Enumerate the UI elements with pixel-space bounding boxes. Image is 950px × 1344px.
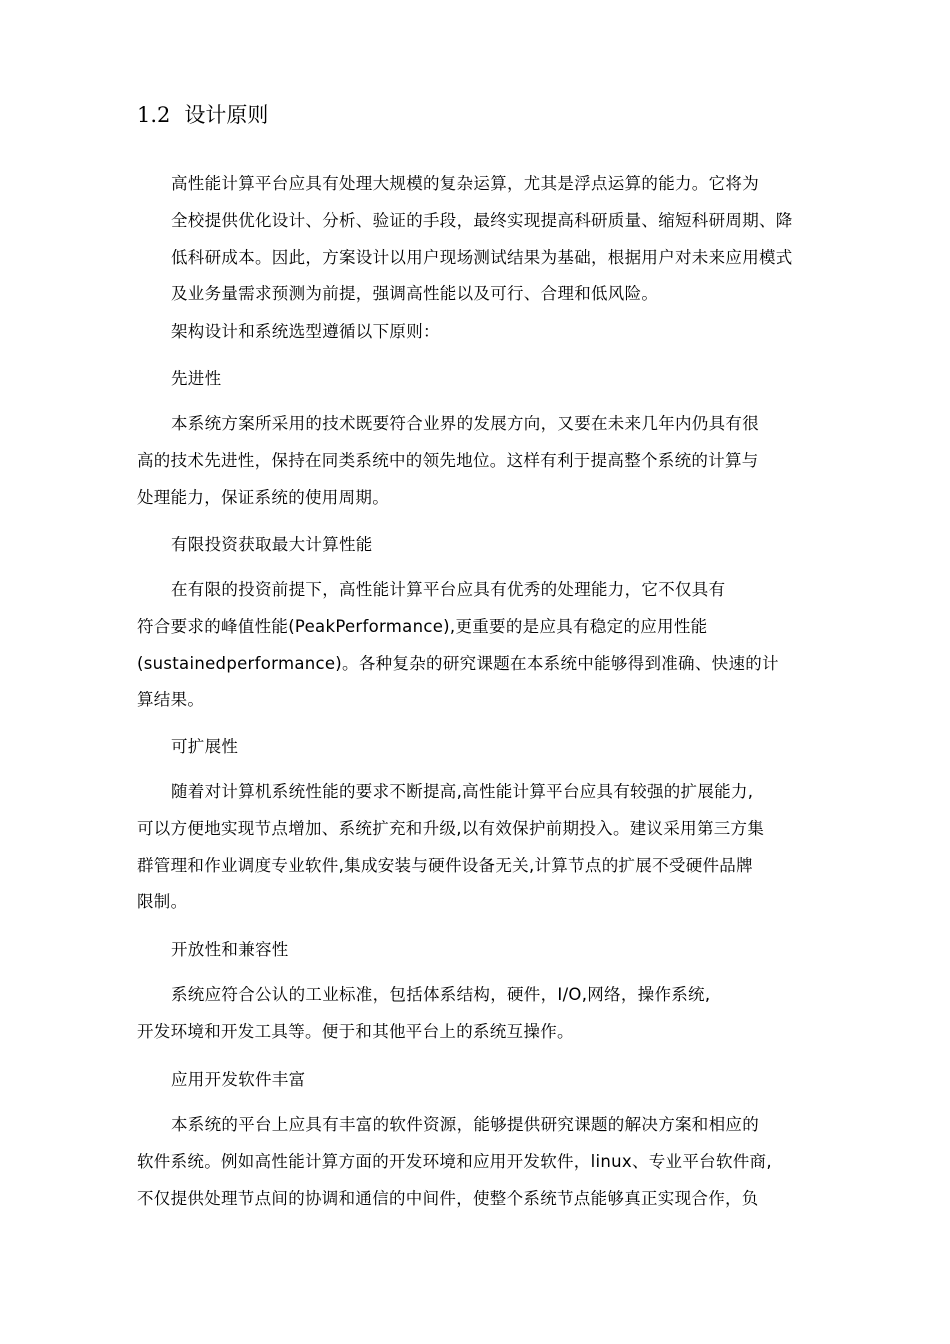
principle-line: 可以方便地实现节点增加、系统扩充和升级,以有效保护前期投入。建议采用第三方集 [137, 818, 765, 838]
principle-line: 符合要求的峰值性能(PeakPerformance),更重要的是应具有稳定的应用性能 [137, 616, 708, 636]
principle-title: 先进性 [171, 369, 222, 388]
section-heading [137, 100, 268, 130]
principle-line: 不仅提供处理节点间的协调和通信的中间件，使整个系统节点能够真正实现合作，负 [137, 1188, 759, 1208]
section-title: 设计原则 [184, 103, 269, 127]
intro-line: 高性能计算平台应具有处理大规模的复杂运算，尤其是浮点运算的能力。它将为 [171, 174, 759, 193]
principle-title: 应用开发软件丰富 [171, 1070, 306, 1089]
intro-paragraph [137, 166, 822, 313]
intro-line: 低科研成本。因此，方案设计以用户现场测试结果为基础，根据用户对未来应用模式 [171, 247, 793, 267]
principle-line: 处理能力，保证系统的使用周期。 [137, 487, 389, 507]
principle-line: 群管理和作业调度专业软件,集成安装与硬件设备无关,计算节点的扩展不受硬件品牌 [137, 855, 753, 875]
principle-line: 开发环境和开发工具等。便于和其他平台上的系统互操作。 [137, 1021, 574, 1041]
principle-line: 软件系统。例如高性能计算方面的开发环境和应用开发软件，linux、专业平台软件商, [137, 1151, 772, 1171]
principle-body [137, 406, 822, 516]
principle-body [137, 774, 822, 921]
principle-body [137, 1107, 822, 1217]
principle-title: 可扩展性 [171, 737, 239, 756]
principle-line: 高的技术先进性，保持在同类系统中的领先地位。这样有利于提高整个系统的计算与 [137, 450, 759, 470]
principle-line: 限制。 [137, 892, 188, 912]
principle-line: (sustainedperformance)。各种复杂的研究课题在本系统中能够得到准确、快速的计 [137, 653, 779, 673]
principle-line: 系统应符合公认的工业标准，包括体系结构，硬件，I/O,网络，操作系统, [171, 985, 711, 1004]
intro-line: 全校提供优化设计、分析、验证的手段，最终实现提高科研质量、缩短科研周期、降 [171, 210, 793, 230]
section-number: 1.2 [137, 103, 171, 127]
principle-title: 有限投资获取最大计算性能 [171, 535, 373, 554]
principle-line: 本系统的平台上应具有丰富的软件资源，能够提供研究课题的解决方案和相应的 [171, 1115, 759, 1134]
principle-body [137, 572, 822, 719]
principle-body [137, 977, 822, 1051]
principles-lead: 架构设计和系统选型遵循以下原则： [171, 322, 440, 341]
principle-line: 随着对计算机系统性能的要求不断提高,高性能计算平台应具有较强的扩展能力, [171, 782, 754, 801]
principle-title: 开放性和兼容性 [171, 940, 289, 959]
principle-line: 在有限的投资前提下，高性能计算平台应具有优秀的处理能力，它不仅具有 [171, 580, 726, 599]
principle-line: 本系统方案所采用的技术既要符合业界的发展方向，又要在未来几年内仍具有很 [171, 414, 759, 433]
intro-line: 及业务量需求预测为前提，强调高性能以及可行、合理和低风险。 [171, 284, 659, 304]
principle-line: 算结果。 [137, 690, 205, 710]
